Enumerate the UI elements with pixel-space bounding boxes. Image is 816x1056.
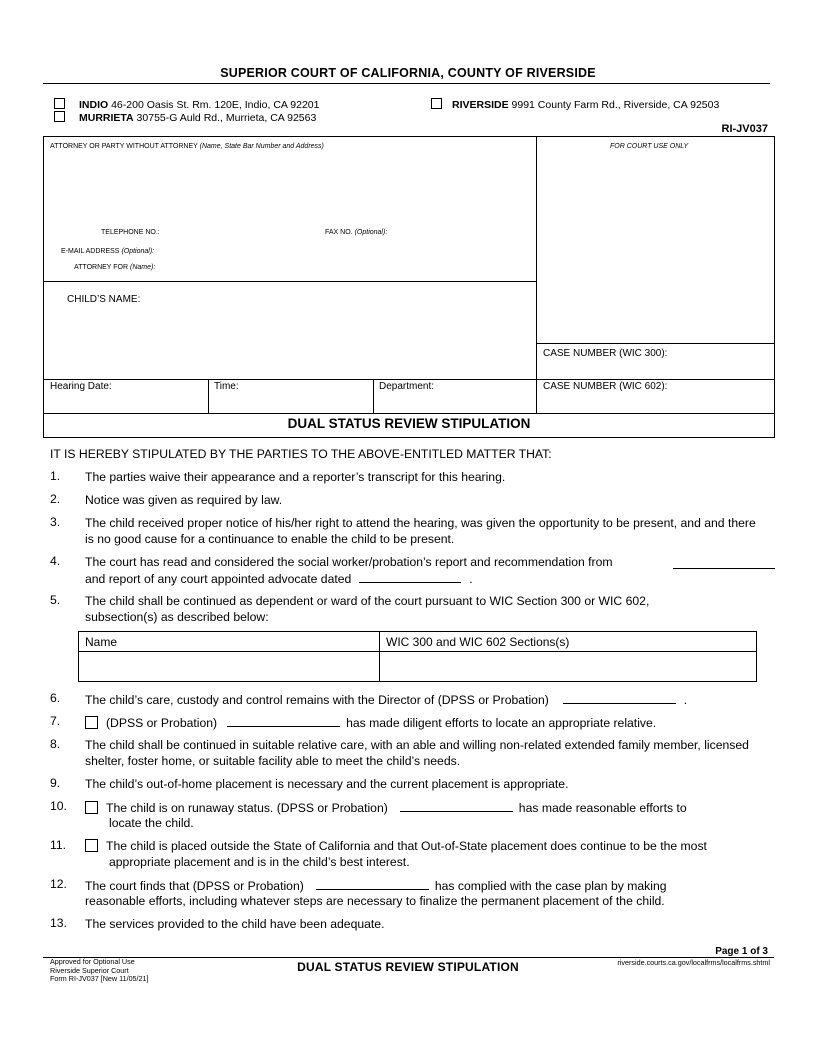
department-label: Department: (379, 381, 435, 392)
item-12-text-c: reasonable efforts, including whatever steps are necessary to finalize the permanent placement of the child. (85, 894, 665, 908)
email-label (61, 248, 154, 255)
checkbox-indio[interactable] (54, 98, 65, 109)
caption-box (43, 136, 775, 438)
sections-header-name: Name (79, 632, 380, 652)
footer-court: Riverside Superior Court (50, 965, 129, 975)
form-title: DUAL STATUS REVIEW STIPULATION (287, 416, 531, 431)
fax-label (325, 229, 387, 236)
item-9-number: 9. (50, 776, 61, 790)
hearing-row-rule (43, 379, 775, 380)
item-10-agency-field[interactable] (400, 799, 513, 812)
telephone-label: TELEPHONE NO.: (101, 229, 160, 236)
item-1-text: The parties waive their appearance and a reporter’s transcript for this hearing. (85, 470, 506, 484)
sections-table-row (79, 652, 757, 682)
item-12-number: 12. (50, 877, 67, 891)
fax-label-hint: (Optional): (354, 229, 388, 236)
item-5-number: 5. (50, 593, 61, 607)
attorney-label-hint: (Name, State Bar Number and Address) (199, 143, 324, 150)
stipulation-intro: IT IS HEREBY STIPULATED BY THE PARTIES TO THE ABOVE-ENTITLED MATTER THAT: (50, 447, 552, 461)
hearing-date-label: Hearing Date: (50, 381, 112, 392)
location-indio-address: 46-200 Oasis St. Rm. 120E, Indio, CA 92201 (108, 99, 320, 111)
court-use-label: FOR COURT USE ONLY (610, 143, 689, 150)
checkbox-murrieta[interactable] (54, 111, 65, 122)
item-3-text: The child received proper notice of his/her right to attend the hearing, was given the opportunity to be present, and and there is no good cause for a continuance to enable the child to be present. (85, 516, 756, 546)
item-1-number: 1. (50, 469, 61, 483)
sections-wic-cell[interactable] (380, 652, 757, 682)
advocate-date-field[interactable] (359, 570, 461, 583)
item-4-text-a: The court has read and considered the social worker/probation’s report and recommendation from (85, 555, 613, 569)
attorney-for-hint: (Name): (130, 264, 156, 271)
checkbox-riverside[interactable] (431, 98, 442, 109)
item-13-text: The services provided to the child have been adequate. (85, 917, 385, 931)
location-indio (54, 98, 319, 111)
page-number: Page 1 of 3 (715, 946, 768, 957)
sections-header-wic: WIC 300 and WIC 602 Sections(s) (380, 632, 757, 652)
item-10-text-c: locate the child. (109, 816, 194, 830)
item-6-number: 6. (50, 691, 61, 705)
footer-url[interactable]: riverside.courts.ca.gov/localfrms/localfrms.shtml (617, 958, 770, 967)
item-8-number: 8. (50, 737, 61, 751)
item-4-line-1 (85, 554, 775, 570)
item-12-text-a: The court finds that (DPSS or Probation) (85, 879, 304, 893)
item-8-text: The child shall be continued in suitable relative care, with an able and willing non-related extended family member, licensed shelter, foster home, or suitable facility able to meet the child’s needs. (85, 738, 749, 768)
footer-form-id: Form RI-JV037 (50, 974, 99, 983)
item-10-text-a: The child is on runaway status. (DPSS or Probation) (106, 801, 388, 815)
item-4-period: . (469, 572, 473, 586)
attorney-bottom-rule (43, 281, 536, 282)
location-riverside-name: RIVERSIDE (452, 99, 509, 111)
childs-name-label: CHILD’S NAME: (67, 294, 141, 305)
item-11-line-1 (85, 838, 775, 854)
location-murrieta-address: 30755-G Auld Rd., Murrieta, CA 92563 (133, 112, 317, 124)
case-602-label: CASE NUMBER (WIC 602): (543, 381, 668, 392)
item-4-number: 4. (50, 554, 61, 568)
item-12-line-1 (85, 877, 775, 894)
item-5-text: The child shall be continued as dependent or ward of the court pursuant to WIC Section 300 or WIC 602, subsection(s) as described below: (85, 594, 650, 624)
sections-table-header (79, 632, 757, 652)
location-riverside (431, 98, 719, 111)
location-murrieta (54, 111, 316, 124)
attorney-label-text: ATTORNEY OR PARTY WITHOUT ATTORNEY (50, 143, 198, 150)
email-label-text: E-MAIL ADDRESS (61, 248, 120, 255)
item-10-number: 10. (50, 799, 67, 813)
item-11-text-a: The child is placed outside the State of California and that Out-of-State placement does continue to be the most (106, 839, 707, 853)
email-label-hint: (Optional): (121, 248, 155, 255)
location-murrieta-name: MURRIETA (79, 112, 134, 124)
attorney-label (50, 143, 324, 150)
case-300-label: CASE NUMBER (WIC 300): (543, 348, 668, 359)
item-2-text: Notice was given as required by law. (85, 493, 283, 507)
hearing-divider-2 (373, 379, 374, 413)
attorney-for-label (74, 264, 155, 271)
item-7-agency-field[interactable] (227, 714, 340, 727)
item-7-line (85, 714, 775, 731)
form-id: RI-JV037 (721, 123, 768, 135)
case300-rule (536, 343, 775, 344)
item-13-number: 13. (50, 916, 67, 930)
hearing-divider-1 (208, 379, 209, 413)
item-7-checkbox[interactable] (85, 716, 98, 729)
item-10-text-b: has made reasonable efforts to (518, 801, 687, 815)
location-riverside-address: 9991 County Farm Rd., Riverside, CA 92503 (508, 99, 720, 111)
footer-form (50, 975, 149, 984)
item-7-text-b: has made diligent efforts to locate an appropriate relative. (346, 716, 657, 730)
attorney-for-text: ATTORNEY FOR (74, 264, 129, 271)
footer-title: DUAL STATUS REVIEW STIPULATION (297, 960, 519, 974)
item-4-line-2 (85, 570, 775, 587)
item-2-number: 2. (50, 492, 61, 506)
sections-name-cell[interactable] (79, 652, 380, 682)
title-row-rule (43, 413, 775, 414)
item-12-agency-field[interactable] (316, 877, 429, 890)
sections-table (78, 631, 757, 682)
item-11-checkbox[interactable] (85, 839, 98, 852)
footer-approved: Approved for Optional Use (50, 957, 135, 966)
item-6-text: The child’s care, custody and control remains with the Director of (DPSS or Probation) (85, 693, 549, 707)
item-6-period: . (683, 693, 688, 707)
report-date-field[interactable] (673, 568, 775, 569)
header-rule (43, 83, 770, 84)
item-11-text-c: appropriate placement and is in the child’s best interest. (109, 855, 410, 869)
item-6-line (85, 691, 775, 708)
item-9-text: The child’s out-of-home placement is necessary and the current placement is appropriate. (85, 777, 569, 791)
time-label: Time: (214, 381, 239, 392)
fax-label-text: FAX NO. (325, 229, 353, 236)
item-10-line-1 (85, 799, 775, 816)
caption-vdivider (536, 136, 537, 413)
location-indio-name: INDIO (79, 99, 109, 111)
item-10-checkbox[interactable] (85, 801, 98, 814)
footer-rev: [New 11/05/21] (100, 974, 149, 983)
item-12-text-b: has complied with the case plan by making (434, 879, 667, 893)
item-11-number: 11. (50, 838, 67, 852)
item-7-text-a: (DPSS or Probation) (106, 716, 218, 730)
item-4-text-b: and report of any court appointed advocate dated (85, 572, 352, 586)
court-title: SUPERIOR COURT OF CALIFORNIA, COUNTY OF RIVERSIDE (220, 66, 596, 80)
director-field[interactable] (563, 691, 676, 704)
item-3-number: 3. (50, 515, 61, 529)
item-7-number: 7. (50, 714, 61, 728)
